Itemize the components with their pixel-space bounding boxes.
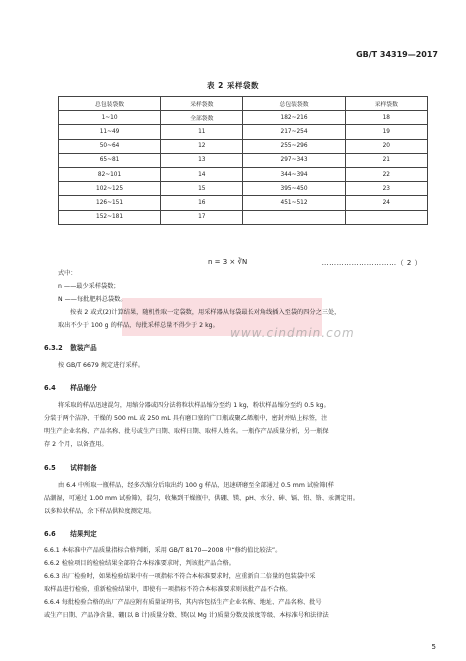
paragraph-line: 6.6.1 本标准中产品质量指标合格判断，采用 GB/T 8170—2008 中“修约值比较法”。	[44, 547, 282, 554]
paragraph-line: 将采取的样品迅速混匀，用缩分器或四分法将粒状样品缩分至约 1 kg，粉状样品缩分至约 0.5 kg。	[58, 402, 330, 409]
section-title: 试样制备	[70, 464, 97, 472]
column-header: 总包装袋数	[243, 97, 345, 111]
column-header: 总包装袋数	[59, 97, 161, 111]
table-cell	[243, 210, 345, 224]
table-cell: 18	[345, 111, 427, 125]
definition-n: n ——最少采样袋数；	[58, 283, 120, 290]
paragraph-line: 品潮湿，可通过 1.00 mm 试验筛)，混匀，收集到干燥瓶中，供硼、镁、pH、水分、砷、镉、铅、铬、汞测定用。	[44, 495, 359, 502]
table-cell: 15	[161, 182, 243, 196]
paragraph-line: 明生产企业名称、产品名称、批号或生产日期、取样日期、取样人姓名。一瓶作产品质量分析，另一瓶保	[44, 428, 329, 435]
standard-code: GB/T 34319—2017	[356, 50, 438, 59]
table-cell: 19	[345, 125, 427, 139]
table-row	[59, 153, 428, 167]
section-heading	[44, 528, 97, 538]
table-cell: 182~216	[243, 111, 345, 125]
section-number: 6.3.2	[44, 344, 63, 352]
table-cell: 22	[345, 167, 427, 181]
section-title: 散装产品	[70, 344, 97, 352]
paragraph-line: 取样品进行检验，重新检验结果中，即使有一项指标不符合本标准要求则该批产品不合格。	[44, 586, 292, 593]
table-cell: 17	[161, 210, 243, 224]
table-cell: 395~450	[243, 182, 345, 196]
table-header-row	[59, 97, 428, 111]
table-cell: 24	[345, 196, 427, 210]
table-row	[59, 210, 428, 224]
paragraph-line: 取出不少于 100 g 的样品，每批采样总量不得少于 2 kg。	[58, 322, 219, 329]
section-number: 6.5	[44, 464, 56, 472]
where-label: 式中：	[58, 270, 77, 277]
table-cell: 16	[161, 196, 243, 210]
table-cell: 65~81	[59, 153, 161, 167]
definition-N: N ——每批肥料总袋数。	[58, 296, 127, 303]
section-heading	[44, 462, 97, 472]
formula-number: …………………………（ 2 ）	[321, 259, 422, 267]
table-cell: 13	[161, 153, 243, 167]
paragraph-line: 存 2 个月，以备查用。	[44, 441, 108, 448]
section-number: 6.4	[44, 384, 56, 392]
table-row	[59, 182, 428, 196]
table-cell: 1~10	[59, 111, 161, 125]
section-number: 6.6	[44, 530, 56, 538]
paragraph-line: 以多粒状样品，余下样品供粒度测定用。	[44, 508, 156, 515]
table-cell: 344~394	[243, 167, 345, 181]
table-cell: 102~125	[59, 182, 161, 196]
table-cell: 11~49	[59, 125, 161, 139]
paragraph-line: 按表 2 或式(2)计算结果，随机性取一定袋数，用采样器从每袋最长对角线插入至袋的四分之三处，	[70, 309, 341, 316]
paragraph-line: 分装于两个洁净、干燥的 500 mL 或 250 mL 具有磨口塞的广口瓶或聚乙烯瓶中，密封并贴上标签，注	[44, 415, 328, 422]
table-cell: 20	[345, 139, 427, 153]
table-row	[59, 111, 428, 125]
table-cell: 50~64	[59, 139, 161, 153]
column-header: 采样袋数	[161, 97, 243, 111]
table-cell: 126~151	[59, 196, 161, 210]
watermark-text: www.cindmin.com	[230, 326, 355, 340]
table-row	[59, 139, 428, 153]
table-cell: 21	[345, 153, 427, 167]
paragraph-line: 按 GB/T 6679 规定进行采样。	[58, 362, 145, 369]
table-cell	[345, 210, 427, 224]
table-cell: 217~254	[243, 125, 345, 139]
page-number: 5	[431, 643, 436, 651]
table-cell: 297~343	[243, 153, 345, 167]
table-row	[59, 125, 428, 139]
formula: n = 3 × ∛N	[208, 258, 248, 266]
section-heading	[44, 382, 97, 392]
table-row	[59, 196, 428, 210]
table-row	[59, 167, 428, 181]
paragraph-line: 6.6.4 每批检验合格的出厂产品应附有质量证明书，其内容包括生产企业名称、地址、产品名称、批号	[44, 599, 322, 606]
table-cell: 11	[161, 125, 243, 139]
table-cell: 14	[161, 167, 243, 181]
paragraph-line: 或生产日期、产品净含量、硼(以 B 计)质量分数、镁(以 Mg 计)质量分数及浓度等级、本标准号和法律法	[44, 612, 329, 619]
paragraph-line: 6.6.2 检验项目的检验结果全部符合本标准要求时，判该批产品合格。	[44, 560, 235, 567]
paragraph-line: 由 6.4 中所取一瓶样品，经多次缩分后取出约 100 g 样品，迅速研磨至全部通过 0.5 mm 试验筛(样	[58, 482, 334, 489]
table-cell: 255~296	[243, 139, 345, 153]
column-header: 采样袋数	[345, 97, 427, 111]
section-title: 结果判定	[70, 530, 97, 538]
sampling-table	[58, 96, 428, 225]
paragraph-line: 6.6.3 出厂检验时，如果检验结果中有一项指标不符合本标准要求时，应重新自二倍量的包装袋中采	[44, 573, 316, 580]
table-cell: 12	[161, 139, 243, 153]
section-heading	[44, 342, 97, 352]
table-cell: 152~181	[59, 210, 161, 224]
table-cell: 82~101	[59, 167, 161, 181]
table-cell: 23	[345, 182, 427, 196]
section-title: 样品缩分	[70, 384, 97, 392]
table-cell: 451~512	[243, 196, 345, 210]
table-title: 表 2 采样袋数	[207, 81, 259, 90]
table-cell: 全部袋数	[161, 111, 243, 125]
